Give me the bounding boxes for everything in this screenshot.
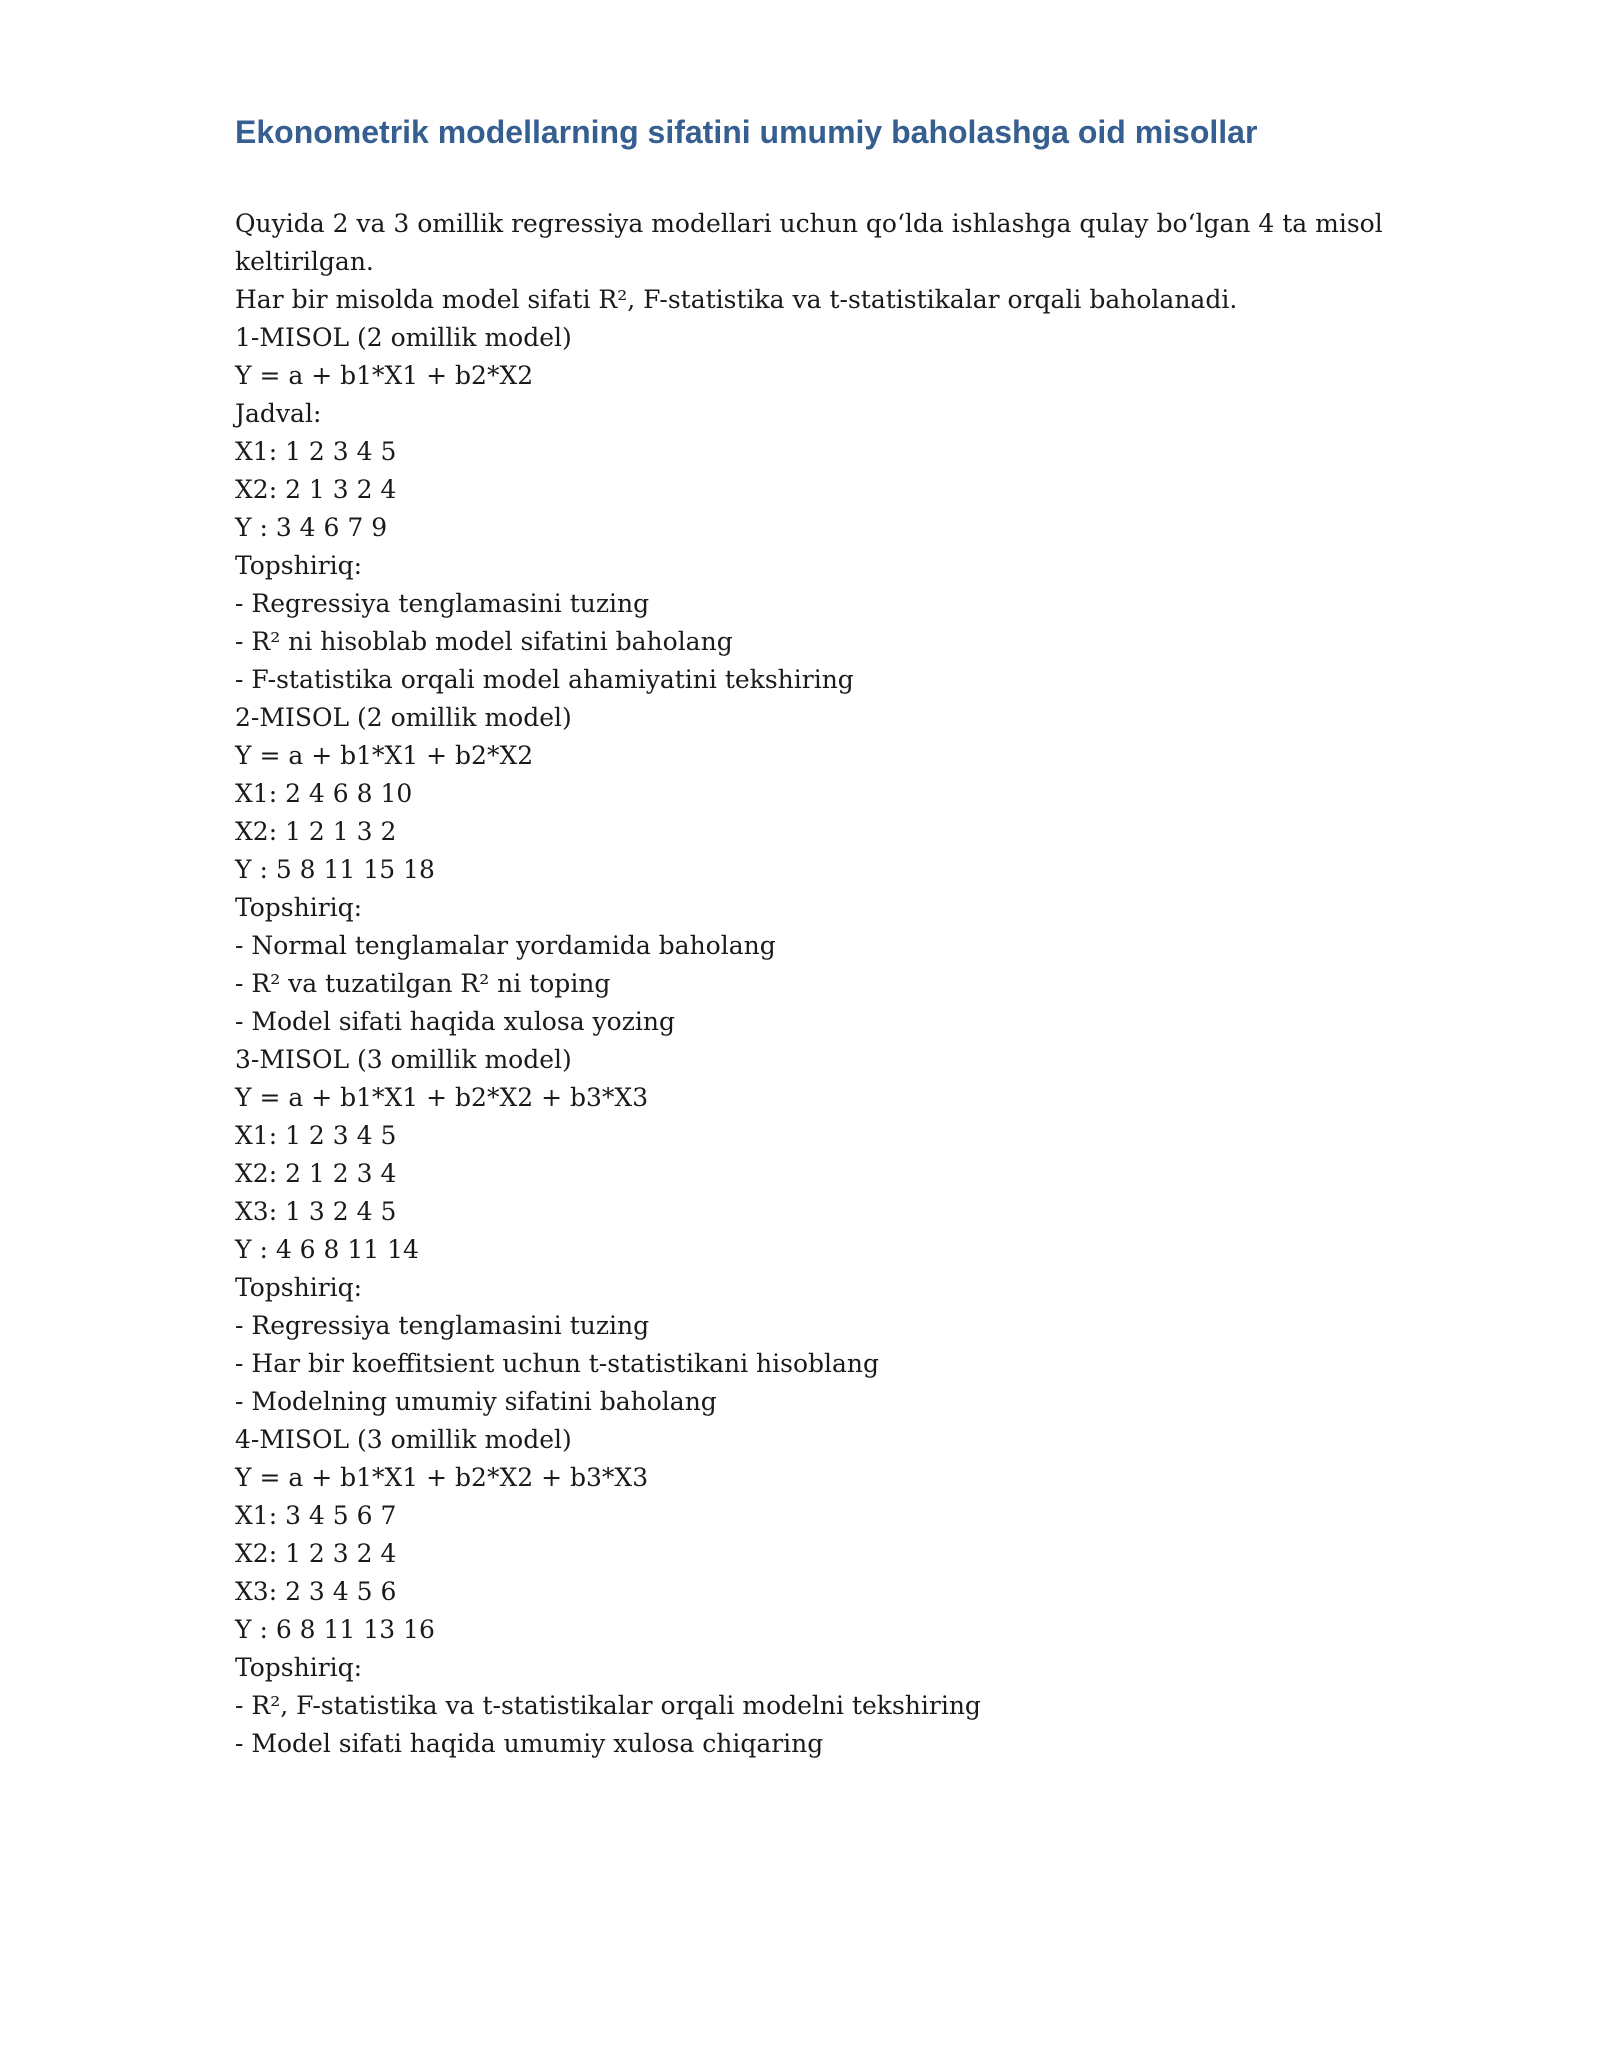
- model-equation: Y = a + b1*X1 + b2*X2 + b3*X3: [235, 1463, 649, 1492]
- table-label: Jadval:: [235, 399, 322, 428]
- example-heading: 2-MISOL (2 omillik model): [235, 703, 572, 732]
- task-item: - Model sifati haqida umumiy xulosa chiqaring: [235, 1729, 824, 1758]
- example-heading: 1-MISOL (2 omillik model): [235, 323, 572, 352]
- model-equation: Y = a + b1*X1 + b2*X2: [235, 741, 534, 770]
- paragraph-line: Quyida 2 va 3 omillik regressiya modellari uchun qo‘lda ishlashga qulay bo‘lgan 4 ta misol: [235, 209, 1383, 238]
- paragraph-line: Har bir misolda model sifati R², F-statistika va t-statistikalar orqali baholanadi.: [235, 285, 1238, 314]
- task-label: Topshiriq:: [235, 893, 363, 922]
- data-row: X2: 2 1 2 3 4: [235, 1159, 397, 1188]
- model-equation: Y = a + b1*X1 + b2*X2 + b3*X3: [235, 1083, 649, 1112]
- task-label: Topshiriq:: [235, 1653, 363, 1682]
- data-row: X2: 1 2 1 3 2: [235, 817, 397, 846]
- data-row: Y : 5 8 11 15 18: [235, 855, 435, 884]
- task-item: - F-statistika orqali model ahamiyatini tekshiring: [235, 665, 854, 694]
- data-row: X2: 2 1 3 2 4: [235, 475, 397, 504]
- example-heading: 4-MISOL (3 omillik model): [235, 1425, 572, 1454]
- task-item: - Regressiya tenglamasini tuzing: [235, 1311, 650, 1340]
- data-row: X3: 2 3 4 5 6: [235, 1577, 397, 1606]
- task-item: - Model sifati haqida xulosa yozing: [235, 1007, 675, 1036]
- task-label: Topshiriq:: [235, 551, 363, 580]
- task-item: - R², F-statistika va t-statistikalar orqali modelni tekshiring: [235, 1691, 981, 1720]
- data-row: X1: 2 4 6 8 10: [235, 779, 413, 808]
- task-label: Topshiriq:: [235, 1273, 363, 1302]
- document-title: Ekonometrik modellarning sifatini umumiy baholashga oid misollar: [235, 114, 1258, 150]
- task-item: - Normal tenglamalar yordamida baholang: [235, 931, 776, 960]
- example-heading: 3-MISOL (3 omillik model): [235, 1045, 572, 1074]
- model-equation: Y = a + b1*X1 + b2*X2: [235, 361, 534, 390]
- data-row: Y : 4 6 8 11 14: [235, 1235, 419, 1264]
- paragraph-line: keltirilgan.: [235, 247, 374, 276]
- task-item: - Modelning umumiy sifatini baholang: [235, 1387, 717, 1416]
- task-item: - Har bir koeffitsient uchun t-statistikani hisoblang: [235, 1349, 880, 1378]
- task-item: - R² ni hisoblab model sifatini baholang: [235, 627, 733, 656]
- data-row: X1: 1 2 3 4 5: [235, 437, 397, 466]
- document-body: [235, 205, 1383, 1763]
- task-item: - Regressiya tenglamasini tuzing: [235, 589, 650, 618]
- data-row: X2: 1 2 3 2 4: [235, 1539, 397, 1568]
- data-row: Y : 3 4 6 7 9: [235, 513, 388, 542]
- data-row: Y : 6 8 11 13 16: [235, 1615, 435, 1644]
- data-row: X1: 3 4 5 6 7: [235, 1501, 397, 1530]
- task-item: - R² va tuzatilgan R² ni toping: [235, 969, 611, 998]
- data-row: X3: 1 3 2 4 5: [235, 1197, 397, 1226]
- data-row: X1: 1 2 3 4 5: [235, 1121, 397, 1150]
